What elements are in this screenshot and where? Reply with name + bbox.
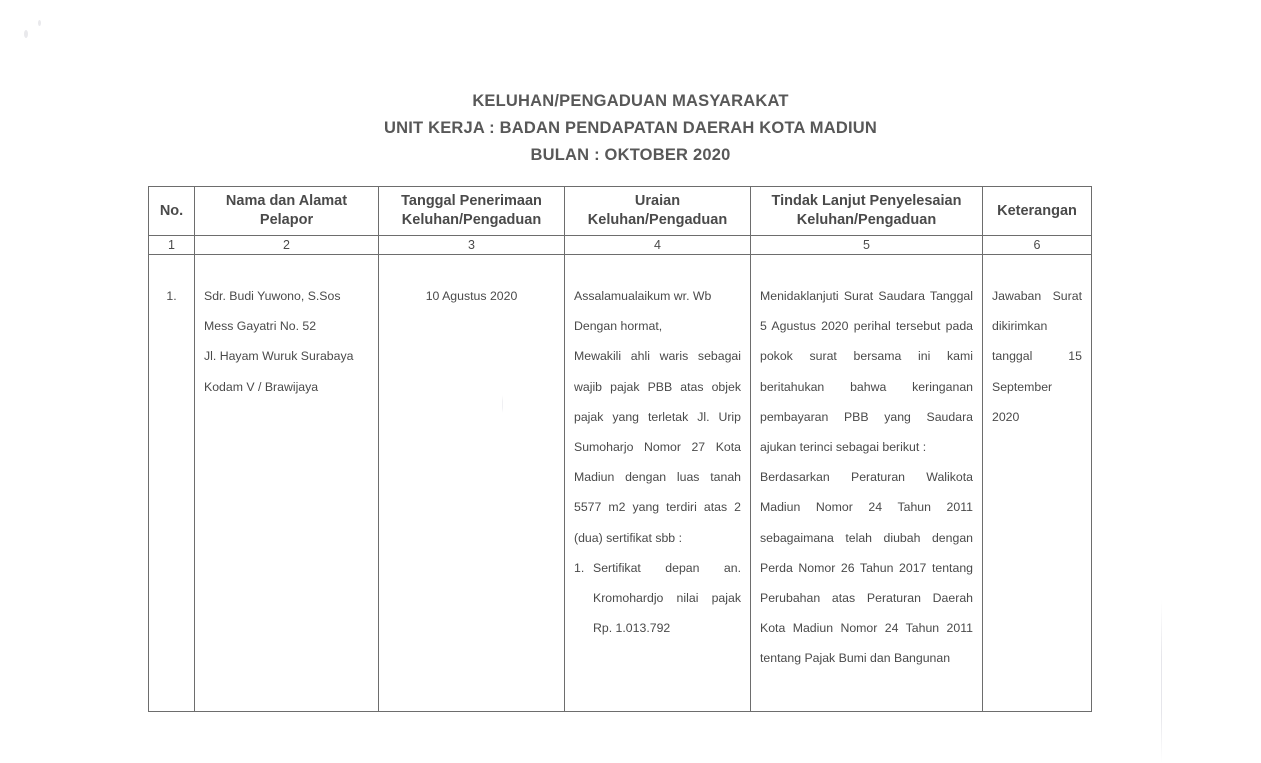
tindak-lanjut-paragraph-1: Menidaklanjuti Surat Saudara Tanggal 5 Agustus 2020 perihal tersebut pada pokok surat bersama ini kami beritahukan bahwa keringanan pembayaran PBB yang Saudara ajukan terinci sebagai berikut : bbox=[760, 289, 973, 455]
reporter-name: Sdr. Budi Yuwono, S.Sos bbox=[204, 289, 341, 303]
complaints-table bbox=[148, 186, 1092, 712]
column-number-3: 3 bbox=[379, 236, 565, 255]
cell-nama-alamat bbox=[195, 255, 379, 712]
scan-artifact-speck bbox=[24, 30, 28, 38]
scan-artifact-speck bbox=[38, 20, 41, 26]
cell-tanggal-penerimaan: 10 Agustus 2020 bbox=[379, 255, 565, 712]
reporter-address-line-3: Kodam V / Brawijaya bbox=[204, 379, 319, 394]
document-title-line-2: UNIT KERJA : BADAN PENDAPATAN DAERAH KOTA MADIUN bbox=[384, 119, 877, 137]
column-header-uraian bbox=[565, 187, 751, 236]
document-title-line-3: BULAN : OKTOBER 2020 bbox=[530, 146, 731, 164]
column-number-5: 5 bbox=[751, 236, 983, 255]
column-header-nama-alamat-line2: Pelapor bbox=[259, 212, 314, 228]
cell-keterangan bbox=[983, 255, 1092, 712]
column-header-tindak-lanjut-line1: Tindak Lanjut Penyelesaian bbox=[771, 193, 962, 209]
column-number-row bbox=[149, 236, 1092, 255]
column-number-2: 2 bbox=[195, 236, 379, 255]
column-header-uraian-line1: Uraian bbox=[634, 193, 681, 209]
column-header-tanggal-line1: Tanggal Penerimaan bbox=[401, 193, 542, 209]
reporter-address-line-1: Mess Gayatri No. 52 bbox=[204, 319, 317, 334]
column-header-tanggal bbox=[379, 187, 565, 236]
column-header-keterangan-text: Keterangan bbox=[997, 202, 1077, 219]
keterangan-text: Jawaban Surat dikirimkan tanggal 15 September 2020 bbox=[992, 289, 1082, 424]
column-header-no bbox=[149, 187, 195, 236]
tindak-lanjut-paragraph-2: Berdasarkan Peraturan Walikota Madiun Nomor 24 Tahun 2011 sebagaimana telah diubah dengan Perda Nomor 26 Tahun 2017 tentang Perubahan atas Peraturan Daerah Kota Madiun Nomor 24 Tahun 2011 tentang Pajak Bumi dan Bangunan bbox=[760, 470, 973, 666]
reporter-address-line-2: Jl. Hayam Wuruk Surabaya bbox=[204, 349, 354, 364]
table-row bbox=[149, 255, 1092, 712]
column-header-uraian-line2: Keluhan/Pengaduan bbox=[587, 212, 728, 228]
document-title-block bbox=[0, 88, 1261, 169]
column-header-keterangan bbox=[983, 187, 1092, 236]
uraian-salutation: Dengan hormat, bbox=[574, 319, 663, 334]
uraian-list-item-1 bbox=[574, 553, 741, 644]
uraian-greeting: Assalamualaikum wr. Wb bbox=[574, 289, 712, 303]
column-header-no-text: No. bbox=[159, 202, 184, 219]
table-header-row bbox=[149, 187, 1092, 236]
column-header-tindak-lanjut-line2: Keluhan/Pengaduan bbox=[796, 212, 937, 228]
cell-row-number: 1. bbox=[149, 255, 195, 712]
column-header-nama-alamat bbox=[195, 187, 379, 236]
cell-uraian bbox=[565, 255, 751, 712]
uraian-list-item-1-marker: 1. bbox=[574, 560, 585, 575]
uraian-body: Mewakili ahli waris sebagai wajib pajak PBB atas objek pajak yang terletak Jl. Urip Sumoharjo Nomor 27 Kota Madiun dengan luas tanah 5577 m2 yang terdiri atas 2 (dua) sertifikat sbb : bbox=[574, 349, 741, 545]
column-number-1: 1 bbox=[149, 236, 195, 255]
scan-artifact-line bbox=[1161, 600, 1162, 763]
column-header-tindak-lanjut bbox=[751, 187, 983, 236]
column-number-6: 6 bbox=[983, 236, 1092, 255]
column-header-nama-alamat-line1: Nama dan Alamat bbox=[225, 193, 348, 209]
column-number-4: 4 bbox=[565, 236, 751, 255]
uraian-list-item-1-text: Sertifikat depan an. Kromohardjo nilai pajak Rp. 1.013.792 bbox=[593, 560, 741, 636]
document-title-line-1: KELUHAN/PENGADUAN MASYARAKAT bbox=[472, 92, 789, 110]
cell-tindak-lanjut bbox=[751, 255, 983, 712]
column-header-tanggal-line2: Keluhan/Pengaduan bbox=[401, 212, 542, 228]
